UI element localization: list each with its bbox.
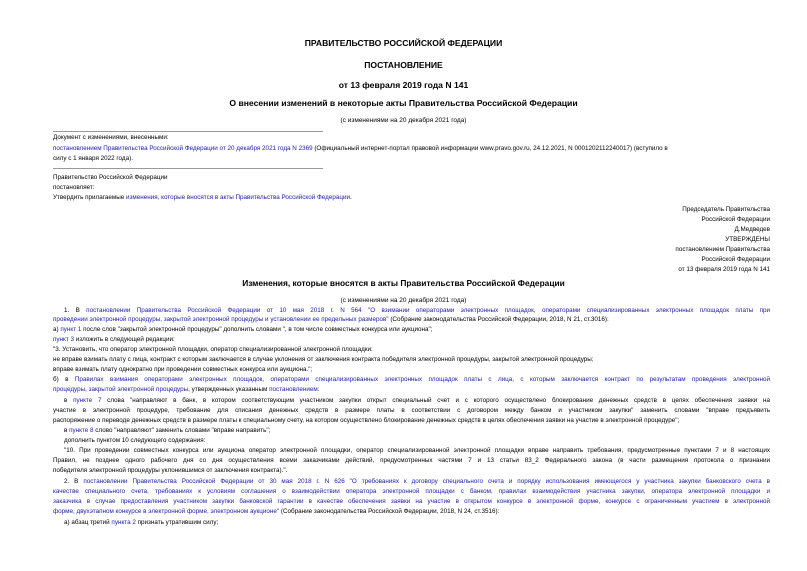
para-2-line-2 [53, 488, 770, 496]
para-1-clause-3: пункт 3 изложить в следующей редакции: [53, 336, 175, 343]
decree-approve-line: Утвердить прилагаемые изменения, которые вносятся в акты Правительства Российской Федерации. [53, 194, 352, 201]
approval-line-4: от 13 февраля 2019 года N 141 [678, 266, 770, 273]
para-clause-7-line-1: в пункте 7 слова "направляют в банк, в котором соответствующим участником закупки открыт специальный счет и с которого осуществлено блокирование денежных средств в целях обеспечения заявки на [64, 397, 770, 404]
approval-line-2: постановлением Правительства [675, 246, 770, 253]
signature-line-1: Председатель Правительства [682, 206, 770, 213]
quote-3-line-3: вправе взимать плату однократно при проведении совместных конкурса или аукциона."; [53, 366, 313, 373]
changes-intro: Документ с изменениями, внесенными: [53, 134, 169, 141]
clause-2-link[interactable]: пункта 2 [111, 519, 136, 526]
quote-3-line-1: "3. Установить, что оператор электронной площадки, оператор специализированной электронной площадки: [53, 346, 373, 353]
decree-ref-link[interactable]: постановлением [269, 386, 318, 393]
decree-564-link-cont[interactable]: проведении электронной процедуры, закрытой электронной процедуры и установлении ее предельных размеров" [53, 316, 389, 323]
changes-revision-note: (с изменениями на 20 декабря 2021 года) [340, 297, 467, 304]
para-1b-line-1: б) в Правилах взимания операторами электронных площадок, операторами специализированных электронных площадок платы с лица, с которым заключается контракт по результатам проведения электронной [53, 376, 770, 383]
decree-626-link-cont-3[interactable]: форме, двухэтапном конкурсе в электронной форме, электронном аукционе" [53, 508, 280, 515]
clause-3-link[interactable]: пункт 3 [53, 336, 74, 343]
para-clause-7-line-3: распоряжение о переводе денежных средств в размере платы к специальному счету, на котором осуществлено блокирование денежных средств в целях обеспечения заявки на участие в электронной процедуре"; [53, 417, 680, 424]
changes-link[interactable]: изменения, которые вносятся в акты Правительства Российской Федерации [126, 194, 350, 201]
para-1-line-2: проведении электронной процедуры, закрытой электронной процедуры и установлении ее предельных размеров" (Собрание законодательства Российской Федерации, 2018, N 21, ст.3016): [53, 316, 609, 323]
document-type: ПОСТАНОВЛЕНИЕ [364, 60, 443, 70]
quote-10-line-1: "10. При проведении совместных конкурса или аукциона оператор электронной площадки, оператор специализированной электронной площадки вправе направить требования, предусмотренные пунктами 7 и 8 настоящих [64, 447, 770, 454]
decree-626-link-cont-1[interactable]: качестве специального счета, требованиях к условиям соглашения о взаимодействии оператора электронной площадки с банком, правилах взаимодействия участника закупки, оператора электронной площадки и [53, 488, 770, 495]
changes-line-1: постановлением Правительства Российской Федерации от 20 декабря 2021 года N 2369 (Официальный интернет-портал правовой информации www.pravo.gov.ru, 24.12.2021, N 0001202112240017) (вступило в [53, 145, 668, 152]
divider-top [53, 131, 323, 132]
para-1a: а) пункт 1 после слов "закрытой электронной процедуры" дополнить словами ", в том числе совместных конкурса или аукциона"; [53, 326, 433, 333]
government-heading: ПРАВИТЕЛЬСТВО РОССИЙСКОЙ ФЕДЕРАЦИИ [304, 38, 503, 48]
clause-7-link[interactable]: пункте 7 [73, 397, 102, 404]
document-title: О внесении изменений в некоторые акты Правительства Российской Федерации [229, 98, 578, 108]
para-1b-line-2: процедуры, закрытой электронной процедуры, утвержденных указанным постановлением: [53, 386, 320, 393]
divider-bottom [53, 168, 323, 169]
clause-1-link[interactable]: пункт 1 [60, 326, 82, 333]
document-date-number: от 13 февраля 2019 года N 141 [338, 80, 469, 90]
clause-8-link[interactable]: пункте 8 [69, 427, 94, 434]
para-clause-10-intro: дополнить пунктом 10 следующего содержания: [64, 437, 206, 444]
para-1-line-1: 1. В постановлении Правительства Российской Федерации от 10 мая 2018 г. N 564 "О взимании операторами электронных площадок, операторами специализированных электронных площадок платы при [64, 307, 770, 314]
decree-verb: постановляет: [53, 184, 95, 191]
para-2-line-3 [53, 498, 770, 506]
signature-line-3: Д.Медведев [734, 226, 770, 233]
decree-issuer: Правительство Российской Федерации [53, 174, 168, 181]
quote-10-line-3: победителя электронной процедуры уклонившимся от заключения контракта).". [53, 467, 288, 474]
amending-decree-link[interactable]: постановлением Правительства Российской Федерации от 20 декабря 2021 года N 2369 [53, 145, 313, 152]
para-2-line-1: 2. В постановлении Правительства Российской Федерации от 30 мая 2018 г. N 626 "О требованиях к договору специального счета и порядку использования имеющегося у участника закупки банковского счета в [64, 478, 770, 485]
para-clause-8: в пункте 8 слово "направляют" заменить словами "вправе направить"; [64, 427, 271, 434]
decree-626-link-cont-2[interactable]: заказчика в случае предоставления участником закупки банковской гарантии в качестве обеспечения заявки на участие в открытом конкурсе в электронной форме, конкурсе с ограниченным участием в электронной [53, 498, 770, 505]
quote-3-line-2: не вправе взимать плату с лица, контракт с которым заключается в случае уклонения от заключения контракта победителя электронной процедуры, закрытой электронной процедуры; [53, 356, 594, 363]
fee-rules-link[interactable]: Правилах взимания операторами электронных площадок, операторами специализированных электронных площадок платы с лица, с которым заключается контракт по результатам проведения электронной [74, 376, 770, 383]
para-2a: а) абзац третий пункта 2 признать утратившим силу; [64, 519, 219, 526]
changes-line-2: силу с 1 января 2022 года). [53, 155, 133, 162]
revision-note: (с изменениями на 20 декабря 2021 года) [340, 117, 467, 124]
quote-10-line-2: Правил, не позднее одного рабочего дня со дня осуществления всеми заказчиками действий, предусмотренных частями 7 и 13 статьи 83_2 Федерального закона (в части размещения протокола о признании [53, 457, 770, 464]
fee-rules-link-cont[interactable]: процедуры, закрытой электронной процедуры [53, 386, 189, 393]
changes-title: Изменения, которые вносятся в акты Правительства Российской Федерации [242, 278, 565, 288]
approval-line-1: УТВЕРЖДЕНЫ [725, 236, 770, 243]
approval-line-3: Российской Федерации [701, 256, 770, 263]
para-2-line-4: форме, двухэтапном конкурсе в электронной форме, электронном аукционе" (Собрание законодательства Российской Федерации, 2018, N 24, ст.3516): [53, 508, 500, 515]
signature-line-2: Российской Федерации [701, 216, 770, 223]
decree-626-link[interactable]: постановлении Правительства Российской Федерации от 30 мая 2018 г. N 626 "О требованиях к договору специального счета и порядку использования имеющегося у участника закупки банковского счета в [83, 478, 770, 485]
para-clause-7-line-2: участие в электронной процедуре, требование для списания денежных средств в размере платы в соответствии с договором между банком и участником закупки" заменить словами "вправе предъявить [53, 407, 770, 414]
decree-564-link[interactable]: постановлении Правительства Российской Федерации от 10 мая 2018 г. N 564 "О взимании операторами электронных площадок, операторами специализированных электронных площадок платы при [86, 307, 770, 314]
